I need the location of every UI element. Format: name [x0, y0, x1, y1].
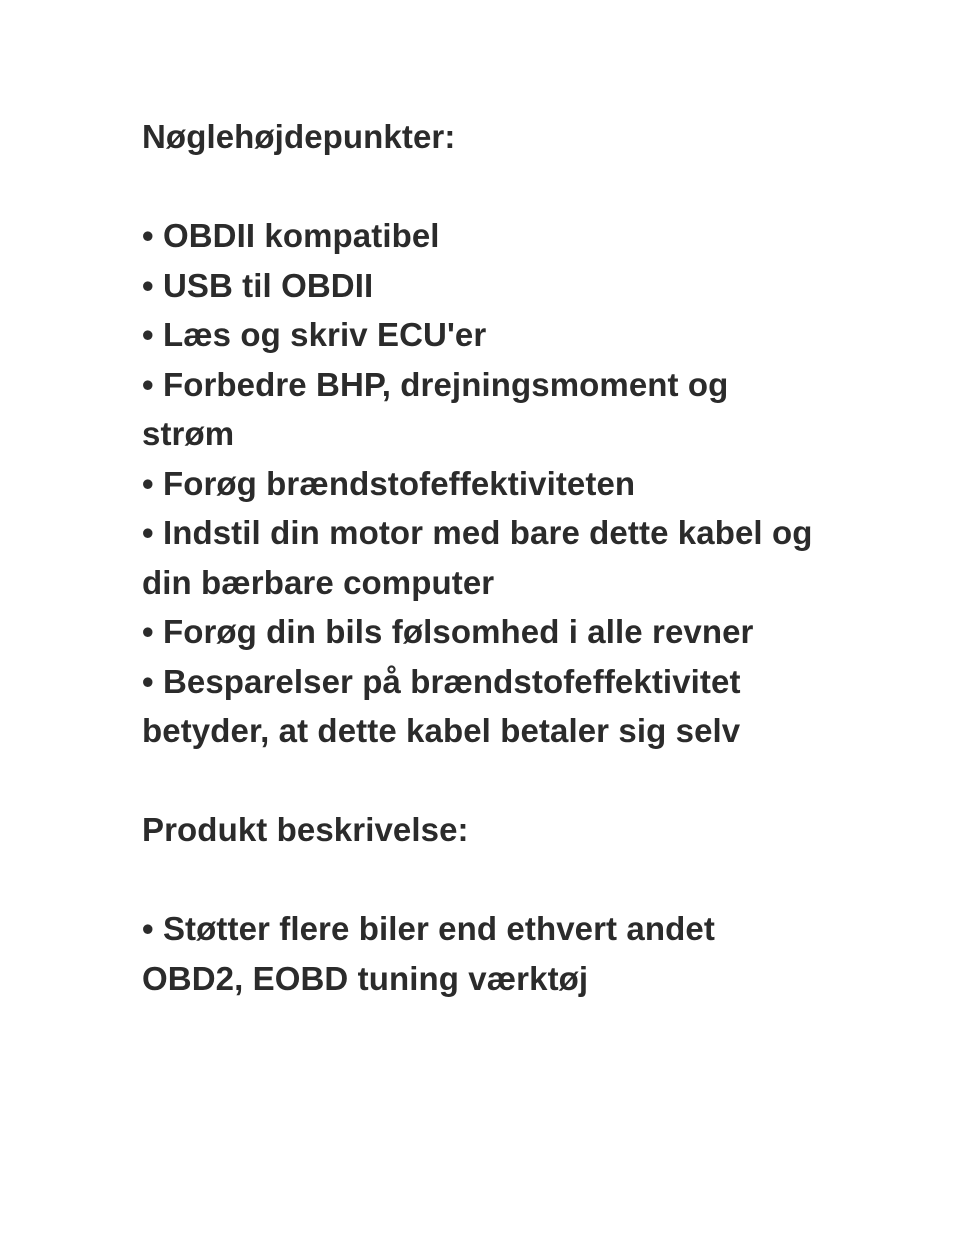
bullet-icon: • [142, 217, 154, 254]
list-item-text: Indstil din motor med bare dette kabel og din bærbare computer [142, 514, 813, 601]
list-item [142, 904, 822, 1003]
list-item-text: Forøg brændstofeffektiviteten [162, 464, 636, 502]
bullet-icon: • [142, 316, 154, 353]
list-item-text: Besparelser på brændstofeffektivitet betyder, at dette kabel betaler sig selv [142, 662, 741, 749]
highlights-heading: Nøglehøjdepunkter: [142, 118, 456, 155]
list-item [142, 360, 822, 459]
bullet-icon: • [142, 910, 154, 947]
list-item [142, 657, 822, 756]
list-item [142, 261, 822, 311]
list-item-text: Støtter flere biler end ethvert andet OBD2, EOBD tuning værktøj [142, 910, 715, 997]
list-item [142, 459, 822, 509]
spacer [142, 162, 822, 212]
bullet-icon: • [142, 662, 154, 700]
spacer [142, 756, 822, 806]
list-item-text: Læs og skriv ECU'er [162, 316, 487, 353]
list-item [142, 211, 822, 261]
description-list [142, 904, 822, 1003]
list-item-text: OBDII kompatibel [162, 217, 440, 254]
list-item-text: Forbedre BHP, drejningsmoment og strøm [142, 365, 729, 452]
bullet-icon: • [142, 464, 154, 502]
bullet-icon: • [142, 365, 154, 403]
list-item [142, 508, 822, 607]
list-item [142, 607, 822, 657]
list-item-text: Forøg din bils følsomhed i alle revner [162, 613, 754, 650]
list-item-text: USB til OBDII [162, 266, 374, 304]
document-page [142, 112, 822, 1003]
list-item [142, 310, 822, 360]
bullet-icon: • [142, 266, 154, 304]
description-heading: Produkt beskrivelse: [142, 811, 469, 848]
bullet-icon: • [142, 613, 154, 650]
highlights-list [142, 211, 822, 756]
bullet-icon: • [142, 514, 154, 551]
spacer [142, 855, 822, 905]
